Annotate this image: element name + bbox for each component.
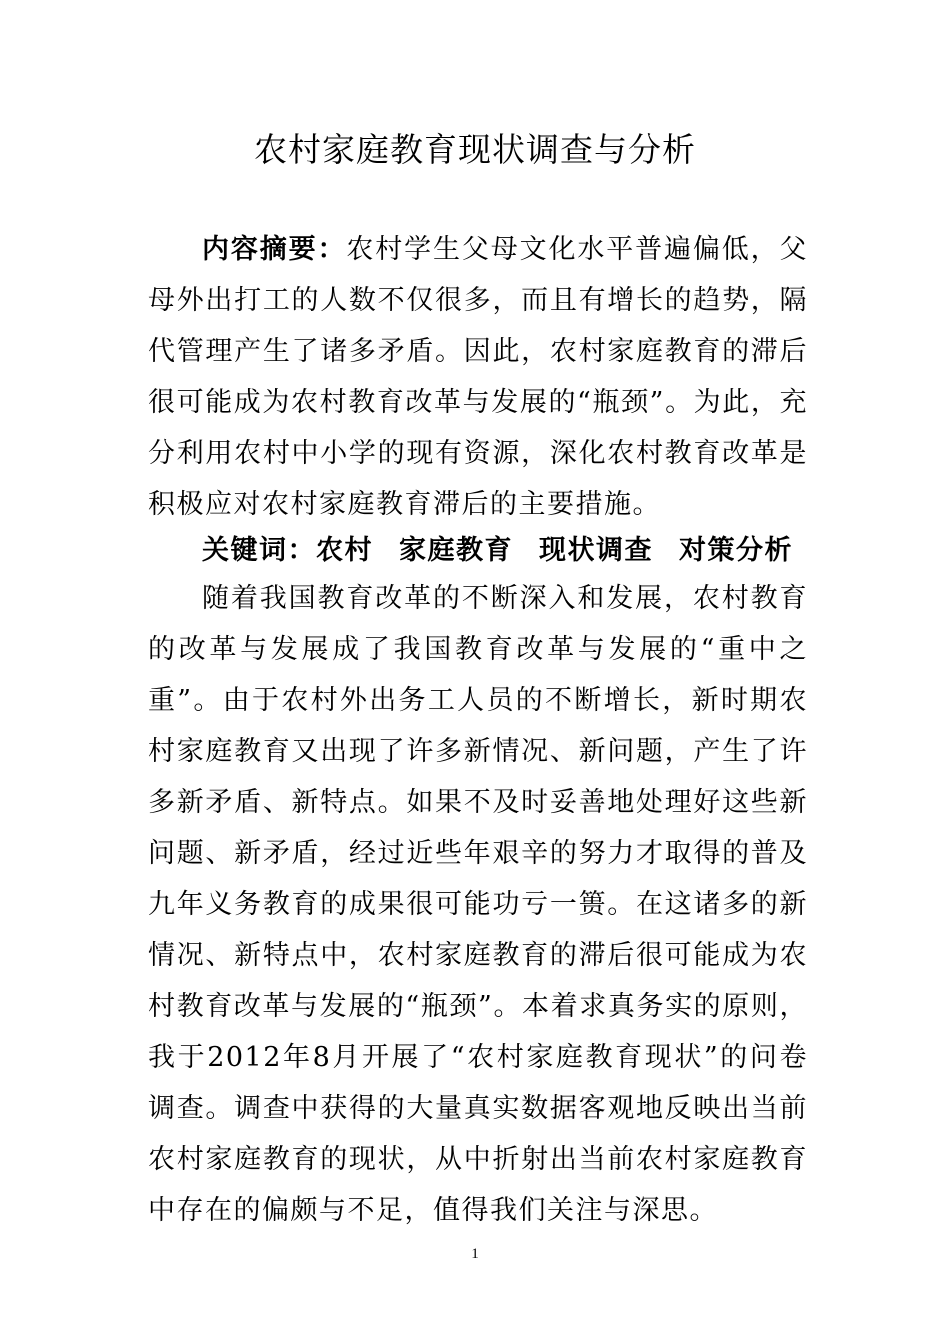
- document-title: 农村家庭教育现状调查与分析: [254, 130, 696, 169]
- page-number: 1: [471, 1246, 479, 1262]
- intro-paragraph: 随着我国教育改革的不断深入和发展，农村教育的改革与发展成了我国教育改革与发展的“重中之重”。由于农村外出务工人员的不断增长，新时期农村家庭教育又出现了许多新情况、新问题，产生了许多新矛盾、新特点。如果不及时妥善地处理好这些新问题、新矛盾，经过近些年艰辛的努力才取得的普及九年义务教育的成果很可能功亏一篑。在这诸多的新情况、新特点中，农村家庭教育的滞后很可能成为农村教育改革与发展的“瓶颈”。本着求真务实的原则，我于2012年8月开展了“农村家庭教育现状”的问卷调查。调查中获得的大量真实数据客观地反映出当前农村家庭教育的现状，从中折射出当前农村家庭教育中存在的偏颇与不足，值得我们关注与深思。: [148, 583, 808, 1226]
- keyword-term: 现状调查: [539, 535, 653, 566]
- keywords-label: 关键词：: [202, 535, 316, 566]
- abstract-text: 农村学生父母文化水平普遍偏低，父母外出打工的人数不仅很多，而且有增长的趋势，隔代管理产生了诸多矛盾。因此，农村家庭教育的滞后很可能成为农村教育改革与发展的“瓶颈”。为此，充分利用农村中小学的现有资源，深化农村教育改革是积极应对农村家庭教育滞后的主要措施。: [148, 234, 808, 520]
- abstract-label: 内容摘要：: [202, 234, 347, 265]
- keyword-term: 对策分析: [679, 535, 793, 566]
- keywords-line: [148, 528, 808, 574]
- abstract-paragraph: [148, 224, 808, 530]
- keyword-term: 家庭教育: [399, 535, 513, 566]
- keyword-term: 农村: [316, 535, 373, 566]
